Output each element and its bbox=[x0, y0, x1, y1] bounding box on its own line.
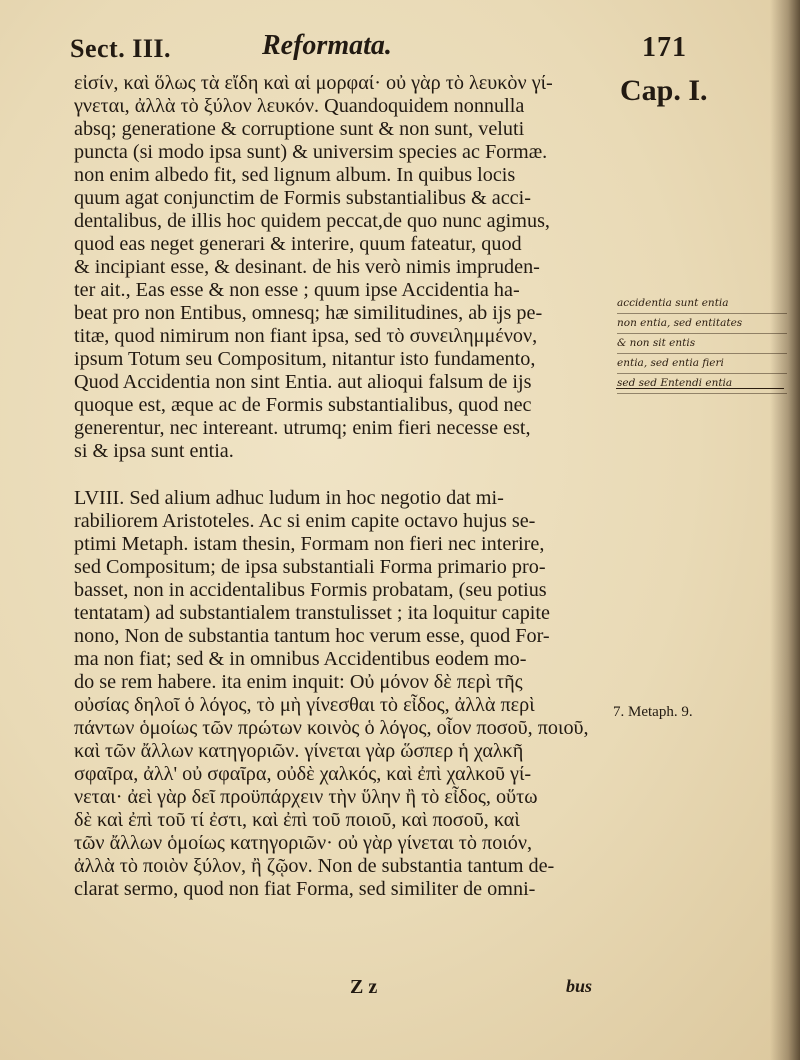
handwritten-line: non entia, sed entitates bbox=[617, 314, 787, 334]
handwritten-line: & non sit entis bbox=[617, 334, 787, 354]
text-line: & incipiant esse, & desinant. de his verò nimis impruden- bbox=[74, 256, 540, 278]
text-line: ptimi Metaph. istam thesin, Formam non fieri nec interire, bbox=[74, 533, 545, 555]
text-line: dentalibus, de illis hoc quidem peccat,de quo nunc agimus, bbox=[74, 210, 550, 232]
text-line: generentur, nec intereant. utrumq; enim fieri necesse est, bbox=[74, 417, 531, 439]
text-line: si & ipsa sunt entia. bbox=[74, 440, 234, 462]
running-head-title: Reformata. bbox=[262, 30, 392, 61]
handwritten-line: accidentia sunt entia bbox=[617, 294, 787, 314]
text-line: σφαῖρα, ἀλλ' οὐ σφαῖρα, οὐδὲ χαλκός, καὶ ἐπὶ χαλκοῦ γί- bbox=[74, 763, 532, 785]
text-line: titæ, quod nimirum non fiant ipsa, sed τὸ συνειλημμένον, bbox=[74, 325, 538, 347]
handwritten-line: sed sed Entendi entia bbox=[617, 374, 787, 394]
text-line: rabiliorem Aristoteles. Ac si enim capite octavo hujus se- bbox=[74, 510, 536, 532]
text-line: quod eas neget generari & interire, quum fateatur, quod bbox=[74, 233, 522, 255]
text-line: γνεται, ἀλλὰ τὸ ξύλον λευκόν. Quandoquidem nonnulla bbox=[74, 95, 525, 117]
text-line: basset, non in accidentalibus Formis probatam, (seu potius bbox=[74, 579, 547, 601]
text-line: beat pro non Entibus, omnesq; hæ similitudines, ab ijs pe- bbox=[74, 302, 543, 324]
text-line: ἀλλὰ τὸ ποιὸν ξύλον, ἢ ζῷον. Non de substantia tantum de- bbox=[74, 855, 555, 877]
text-line: Quod Accidentia non sint Entia. aut alioqui falsum de ijs bbox=[74, 371, 532, 393]
text-line: νεται· ἀεὶ γὰρ δεῖ προϋπάρχειν τὴν ὕλην ἢ τὸ εἶδος, οὕτω bbox=[74, 786, 538, 808]
text-line: sed Compositum; de ipsa substantiali Forma primario pro- bbox=[74, 556, 546, 578]
catchword: bus bbox=[566, 976, 593, 996]
text-line: LVIII. Sed alium adhuc ludum in hoc negotio dat mi- bbox=[74, 487, 504, 509]
handwritten-underline bbox=[616, 388, 784, 389]
handwritten-marginal-note bbox=[617, 294, 787, 394]
signature-mark: Z z bbox=[350, 976, 378, 998]
text-line: ipsum Totum seu Compositum, nitantur isto fundamento, bbox=[74, 348, 536, 370]
text-line: ma non fiat; sed & in omnibus Accidentibus eodem mo- bbox=[74, 648, 527, 670]
text-line: εἰσίν, καὶ ὅλως τὰ εἴδη καὶ αἱ μορφαί· οὐ γὰρ τὸ λευκὸν γί- bbox=[74, 72, 553, 94]
chapter-marker: Cap. I. bbox=[620, 74, 708, 107]
margin-reference: 7. Metaph. 9. bbox=[613, 704, 693, 720]
page-number: 171 bbox=[642, 32, 687, 63]
text-line: clarat sermo, quod non fiat Forma, sed similiter de omni- bbox=[74, 878, 536, 900]
text-line: πάντων ὁμοίως τῶν πρώτων κοινὸς ὁ λόγος, οἷον ποσοῦ, ποιοῦ, bbox=[74, 717, 589, 739]
text-line: puncta (si modo ipsa sunt) & universim species ac Formæ. bbox=[74, 141, 548, 163]
text-line: δὲ καὶ ἐπὶ τοῦ τί ἐστι, καὶ ἐπὶ τοῦ ποιοῦ, καὶ ποσοῦ, καὶ bbox=[74, 809, 520, 831]
main-text-block bbox=[74, 72, 610, 901]
text-line: καὶ τῶν ἄλλων κατηγοριῶν. γίνεται γὰρ ὥσπερ ἡ χαλκῆ bbox=[74, 740, 524, 762]
text-line: οὐσίας δηλοῖ ὁ λόγος, τὸ μὴ γίνεσθαι τὸ εἶδος, ἀλλὰ περὶ bbox=[74, 694, 535, 716]
text-line: nono, Non de substantia tantum hoc verum esse, quod For- bbox=[74, 625, 550, 647]
text-line: tentatam) ad substantialem transtulisset ; ita loquitur capite bbox=[74, 602, 550, 624]
running-head-section: Sect. III. bbox=[70, 34, 172, 63]
text-line: do se rem habere. ita enim inquit: Οὐ μόνον δὲ περὶ τῆς bbox=[74, 671, 523, 693]
text-line: τῶν ἄλλων ὁμοίως κατηγοριῶν· οὐ γὰρ γίνεται τὸ ποιόν, bbox=[74, 832, 533, 854]
text-line: ter ait., Eas esse & non esse ; quum ipse Accidentia ha- bbox=[74, 279, 520, 301]
paragraph-gap bbox=[74, 463, 610, 487]
text-line: absq; generatione & corruptione sunt & non sunt, veluti bbox=[74, 118, 525, 140]
text-line: quoque est, æque ac de Formis substantialibus, quod nec bbox=[74, 394, 532, 416]
book-spine-shadow bbox=[770, 0, 800, 1060]
handwritten-line: entia, sed entia fieri bbox=[617, 354, 787, 374]
text-line: non enim albedo fit, sed lignum album. In quibus locis bbox=[74, 164, 516, 186]
text-line: quum agat conjunctim de Formis substantialibus & acci- bbox=[74, 187, 531, 209]
